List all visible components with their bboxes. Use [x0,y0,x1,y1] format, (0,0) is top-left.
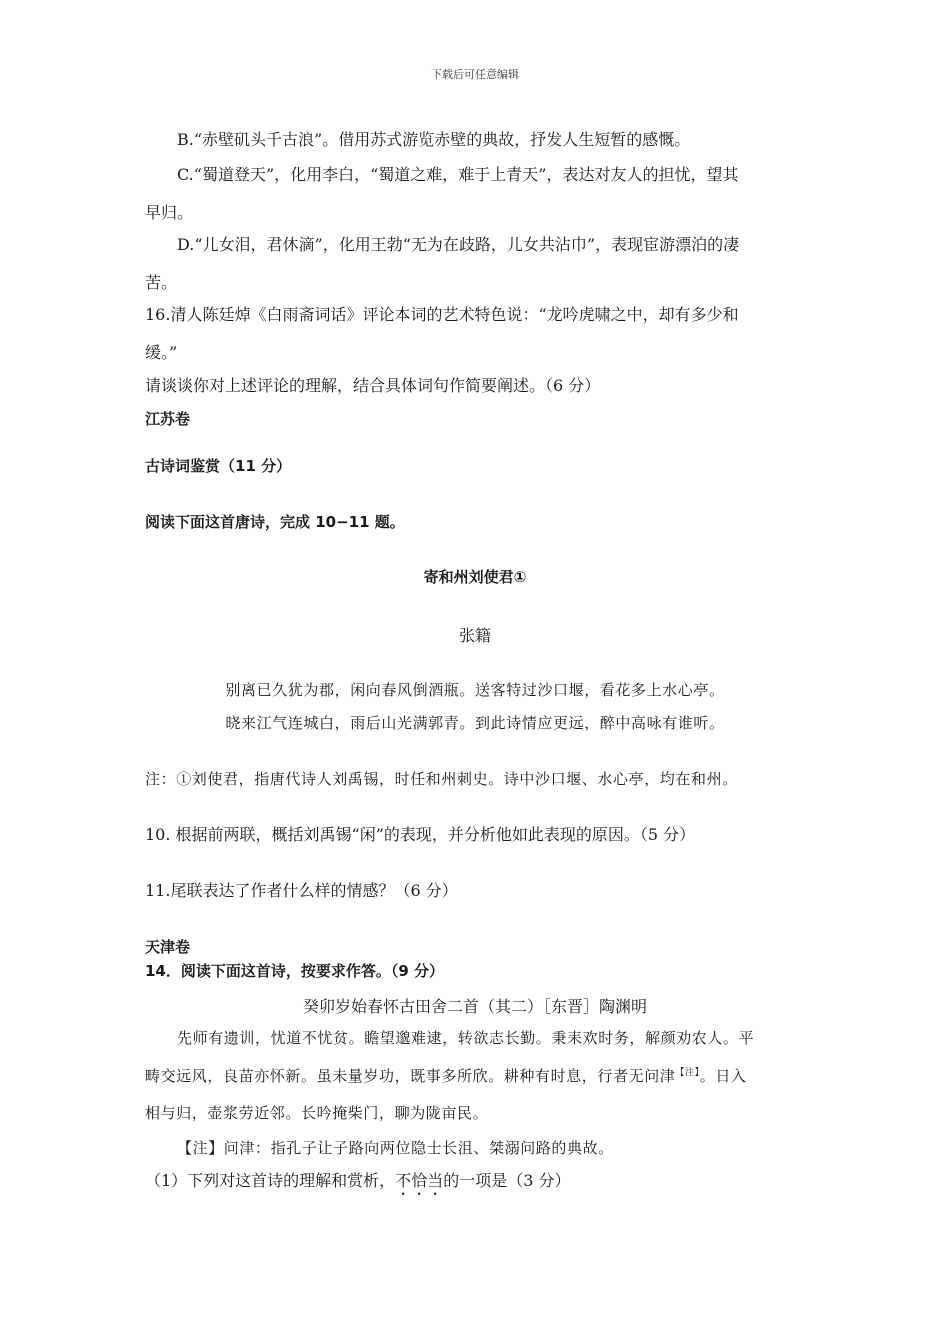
tianjin-note: 【注】问津：指孔子让子路向两位隐士长沮、桀溺问路的典故。 [177,1139,614,1157]
sub-question-1-text-b: 的一项是（3 分） [443,1171,571,1190]
poem-line-2-text-b: 。日入 [699,1067,747,1085]
option-b: B.“赤壁矶头千古浪”。借用苏式游览赤壁的典故，抒发人生短暂的感慨。 [177,130,691,149]
sub-question-1 [145,1168,570,1199]
tianjin-heading: 天津卷 [145,938,191,956]
option-c-line2: 早归。 [145,203,194,222]
question-11: 11.尾联表达了作者什么样的情感？（6 分） [145,881,458,900]
emphasized-text: 不恰当 [395,1171,444,1190]
question-16-line2: 缓。” [145,343,178,362]
jiangsu-note: 注：①刘使君，指唐代诗人刘禹锡，时任和州刺史。诗中沙口堰、水心亭，均在和州。 [145,770,738,788]
poem-line-2-text-a: 畴交远风，良苗亦怀新。虽未量岁功，既事多所欣。耕种有时息，行者无问津 [145,1067,676,1085]
poem-line-1-jiangsu: 别离已久犹为郡，闲向春风倒酒瓶。送客特过沙口堰，看花多上水心亭。 [225,681,725,699]
option-d-line2: 苦。 [145,273,178,292]
poem-line-1-tianjin: 先师有遗训，忧道不忧贫。瞻望邈难逮，转欲志长勤。秉耒欢时务，解颜劝农人。平 [177,1029,755,1047]
poem-line-2-jiangsu: 晓来江气连城白，雨后山光满郭青。到此诗情应更远，醉中高咏有谁听。 [225,714,725,732]
poem-line-3-tianjin: 相与归，壶浆劳近邻。长吟掩柴门，聊为陇亩民。 [145,1104,489,1122]
poem-line-2-tianjin [145,1065,747,1086]
jiangsu-heading: 江苏卷 [145,410,191,428]
note-marker: 【注】 [675,1068,700,1078]
question-14: 14．阅读下面这首诗，按要求作答。（9 分） [145,962,445,980]
question-10: 10. 根据前两联，概括刘禹锡“闲”的表现，并分析他如此表现的原因。（5 分） [145,825,696,844]
option-d-line1: D.“儿女泪，君休滴”，化用王勃“无为在歧路，儿女共沾巾”，表现宦游漂泊的凄 [177,235,740,254]
page-header: 下载后可任意编辑 [431,68,519,81]
jiangsu-section-title: 古诗词鉴赏（11 分） [145,457,292,475]
question-16-line3: 请谈谈你对上述评论的理解，结合具体词句作简要阐述。（6 分） [145,376,601,395]
poem-title-tianjin: 癸卯岁始春怀古田舍二首（其二）［东晋］陶渊明 [302,997,647,1016]
jiangsu-instruction: 阅读下面这首唐诗，完成 10−11 题。 [145,513,405,531]
question-16-line1: 16.清人陈廷焯《白雨斋词话》评论本词的艺术特色说：“龙吟虎啸之中，却有多少和 [145,305,739,324]
poem-author-jiangsu: 张籍 [458,626,491,645]
sub-question-1-text-a: （1）下列对这首诗的理解和赏析， [145,1171,396,1190]
option-c-line1: C.“蜀道登天”，化用李白，“蜀道之难，难于上青天”，表达对友人的担忧，望其 [177,165,739,184]
poem-title-jiangsu: 寄和州刘使君① [423,568,527,586]
